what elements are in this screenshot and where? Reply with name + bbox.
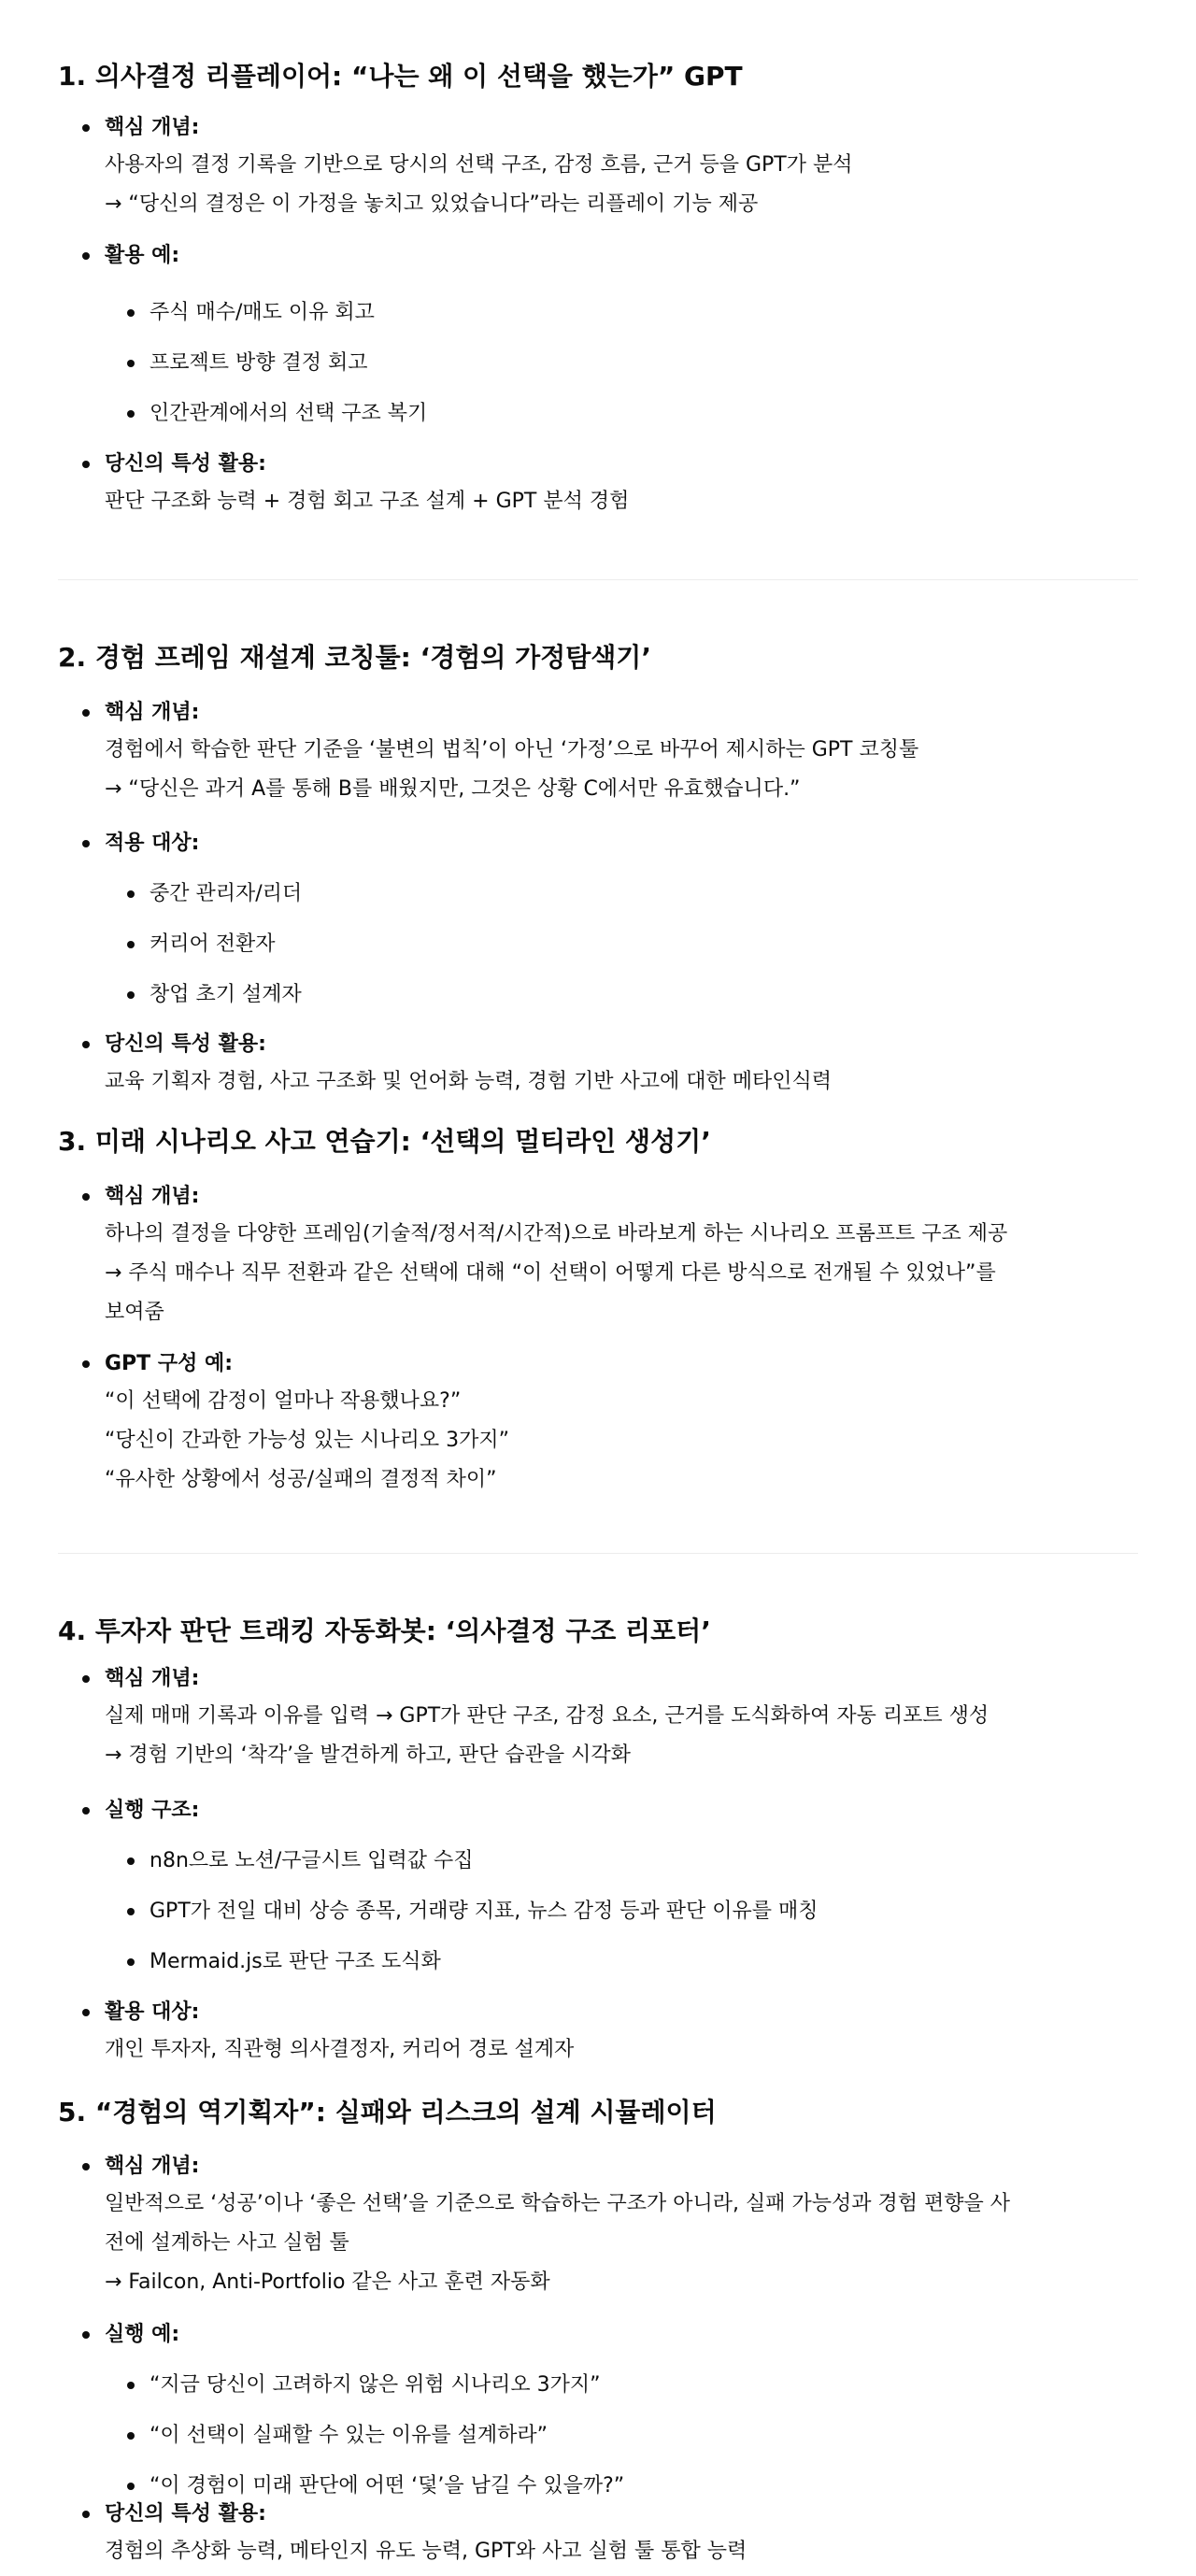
sub-list-item xyxy=(150,1843,474,1879)
bullet xyxy=(82,709,90,717)
sub-item-text: Mermaid.js로 판단 구조 도식화 xyxy=(150,1950,441,1973)
bullet xyxy=(127,410,135,418)
item-text: “당신이 간과한 가능성 있는 시나리오 3가지” xyxy=(105,1429,510,1452)
bullet xyxy=(82,252,90,260)
bullet xyxy=(127,2483,135,2490)
bullet xyxy=(82,2331,90,2339)
bullet xyxy=(127,941,135,948)
sub-list-item xyxy=(150,977,302,1013)
item-label: 실행 예: xyxy=(105,2323,180,2346)
list-item xyxy=(105,1793,1142,1829)
item-label: 당신의 특성 활용: xyxy=(105,452,266,476)
list-item xyxy=(105,1346,1142,1500)
bullet xyxy=(82,461,90,468)
bullet xyxy=(127,1958,135,1966)
item-label: 핵심 개념: xyxy=(105,1185,200,1208)
bullet xyxy=(127,309,135,317)
sub-item-text: 주식 매수/매도 이유 회고 xyxy=(150,301,375,324)
section-1-title: 1. 의사결정 리플레이어: “나는 왜 이 선택을 했는가” GPT xyxy=(58,61,743,92)
item-text: 판단 구조화 능력 + 경험 회고 구조 설계 + GPT 분석 경험 xyxy=(105,490,630,513)
list-item xyxy=(105,1179,1142,1332)
section-4-title: 4. 투자자 판단 트래킹 자동화봇: ‘의사결정 구조 리포터’ xyxy=(58,1615,711,1646)
item-text: → “당신은 과거 A를 통해 B를 배웠지만, 그것은 상황 C에서만 유효했습니다.” xyxy=(105,777,801,801)
item-label: 적용 대상: xyxy=(105,832,200,855)
sub-item-text: GPT가 전일 대비 상승 종목, 거래량 지표, 뉴스 감정 등과 판단 이유를 매칭 xyxy=(150,1900,819,1923)
sub-list-item xyxy=(150,2368,601,2403)
bullet xyxy=(82,840,90,847)
sub-item-text: “이 경험이 미래 판단에 어떤 ‘덫’을 남길 수 있을까?” xyxy=(150,2474,625,2498)
bullet xyxy=(127,2432,135,2440)
sub-list-item xyxy=(150,1894,818,1929)
list-item xyxy=(105,2497,1142,2571)
list-item xyxy=(105,238,1142,274)
sub-list-item xyxy=(150,2418,548,2454)
item-text: 하나의 결정을 다양한 프레임(기술적/정서적/시간적)으로 바라보게 하는 시나리오 프롬프트 구조 제공 xyxy=(105,1222,1008,1245)
sub-item-text: 인간관계에서의 선택 구조 복기 xyxy=(150,402,428,425)
bullet xyxy=(82,2009,90,2016)
item-text: 경험의 추상화 능력, 메타인지 유도 능력, GPT와 사고 실험 툴 통합 능력 xyxy=(105,2540,748,2563)
sub-item-text: 프로젝트 방향 결정 회고 xyxy=(150,351,368,375)
list-item xyxy=(105,1027,1142,1102)
list-item xyxy=(105,2317,1142,2353)
list-item xyxy=(105,110,1142,224)
item-label: 당신의 특성 활용: xyxy=(105,1032,266,1056)
list-item xyxy=(105,826,1142,861)
list-item xyxy=(105,695,1142,809)
item-text: → Failcon, Anti-Portfolio 같은 사고 훈련 자동화 xyxy=(105,2270,550,2294)
sub-item-text: “이 선택이 실패할 수 있는 이유를 설계하라” xyxy=(150,2424,548,2447)
item-text: “이 선택에 감정이 얼마나 작용했나요?” xyxy=(105,1389,462,1413)
sub-list-item xyxy=(150,876,302,912)
sub-item-text: 커리어 전환자 xyxy=(150,932,276,956)
bullet xyxy=(82,1807,90,1815)
section-2-title: 2. 경험 프레임 재설계 코칭툴: ‘경험의 가정탐색기’ xyxy=(58,642,651,673)
item-text: “유사한 상황에서 성공/실패의 결정적 차이” xyxy=(105,1468,497,1491)
item-text: → “당신의 결정은 이 가정을 놓치고 있었습니다”라는 리플레이 기능 제공 xyxy=(105,192,759,216)
bullet xyxy=(82,1041,90,1048)
item-label: 핵심 개념: xyxy=(105,2155,200,2178)
item-text: 경험에서 학습한 판단 기준을 ‘불변의 법칙’이 아닌 ‘가정’으로 바꾸어 제시하는 GPT 코칭툴 xyxy=(105,738,919,761)
item-text: 개인 투자자, 직관형 의사결정자, 커리어 경로 설계자 xyxy=(105,2038,575,2061)
item-label: GPT 구성 예: xyxy=(105,1352,234,1375)
bullet xyxy=(82,1675,90,1683)
bullet xyxy=(127,991,135,999)
section-3-title: 3. 미래 시나리오 사고 연습기: ‘선택의 멀티라인 생성기’ xyxy=(58,1126,711,1157)
item-text: 교육 기획자 경험, 사고 구조화 및 언어화 능력, 경험 기반 사고에 대한 메타인식력 xyxy=(105,1070,832,1093)
sub-list-item xyxy=(150,927,276,962)
item-text: 일반적으로 ‘성공’이나 ‘좋은 선택’을 기준으로 학습하는 구조가 아니라, 실패 가능성과 경험 편향을 사 xyxy=(105,2192,1010,2215)
item-text: 보여줌 xyxy=(105,1301,164,1324)
item-label: 핵심 개념: xyxy=(105,1667,200,1690)
bullet xyxy=(82,1193,90,1201)
bullet xyxy=(127,1857,135,1865)
sub-item-text: 중간 관리자/리더 xyxy=(150,882,303,905)
item-text: 실제 매매 기록과 이유를 입력 → GPT가 판단 구조, 감정 요소, 근거를 도식화하여 자동 리포트 생성 xyxy=(105,1704,990,1728)
bullet xyxy=(82,124,90,132)
item-text: 사용자의 결정 기록을 기반으로 당시의 선택 구조, 감정 흐름, 근거 등을 GPT가 분석 xyxy=(105,153,853,177)
bullet xyxy=(82,1360,90,1368)
item-text: → 주식 매수나 직무 전환과 같은 선택에 대해 “이 선택이 어떻게 다른 방식으로 전개될 수 있었나”를 xyxy=(105,1261,996,1285)
item-label: 핵심 개념: xyxy=(105,116,200,139)
sub-list-item xyxy=(150,295,375,331)
list-item xyxy=(105,1661,1142,1775)
bullet xyxy=(127,1908,135,1915)
item-label: 당신의 특성 활용: xyxy=(105,2502,266,2526)
sub-item-text: n8n으로 노션/구글시트 입력값 수집 xyxy=(150,1849,474,1872)
bullet xyxy=(127,890,135,898)
list-item xyxy=(105,1995,1142,2070)
item-text: 전에 설계하는 사고 실험 툴 xyxy=(105,2231,349,2255)
item-label: 활용 예: xyxy=(105,244,180,267)
list-item xyxy=(105,2149,1142,2302)
bullet xyxy=(82,2163,90,2170)
bullet xyxy=(82,2511,90,2518)
sub-item-text: “지금 당신이 고려하지 않은 위험 시나리오 3가지” xyxy=(150,2373,601,2397)
sub-list-item xyxy=(150,1944,441,1980)
list-item xyxy=(105,447,1142,521)
divider xyxy=(58,1553,1138,1554)
sub-item-text: 창업 초기 설계자 xyxy=(150,983,302,1006)
bullet xyxy=(127,360,135,367)
item-label: 핵심 개념: xyxy=(105,701,200,724)
divider xyxy=(58,579,1138,580)
bullet xyxy=(127,2382,135,2389)
item-text: → 경험 기반의 ‘착각’을 발견하게 하고, 판단 습관을 시각화 xyxy=(105,1743,631,1767)
item-label: 활용 대상: xyxy=(105,2000,200,2024)
sub-list-item xyxy=(150,396,427,432)
section-5-title: 5. “경험의 역기획자”: 실패와 리스크의 설계 시뮬레이터 xyxy=(58,2097,717,2128)
sub-list-item xyxy=(150,346,368,381)
item-label: 실행 구조: xyxy=(105,1799,200,1822)
